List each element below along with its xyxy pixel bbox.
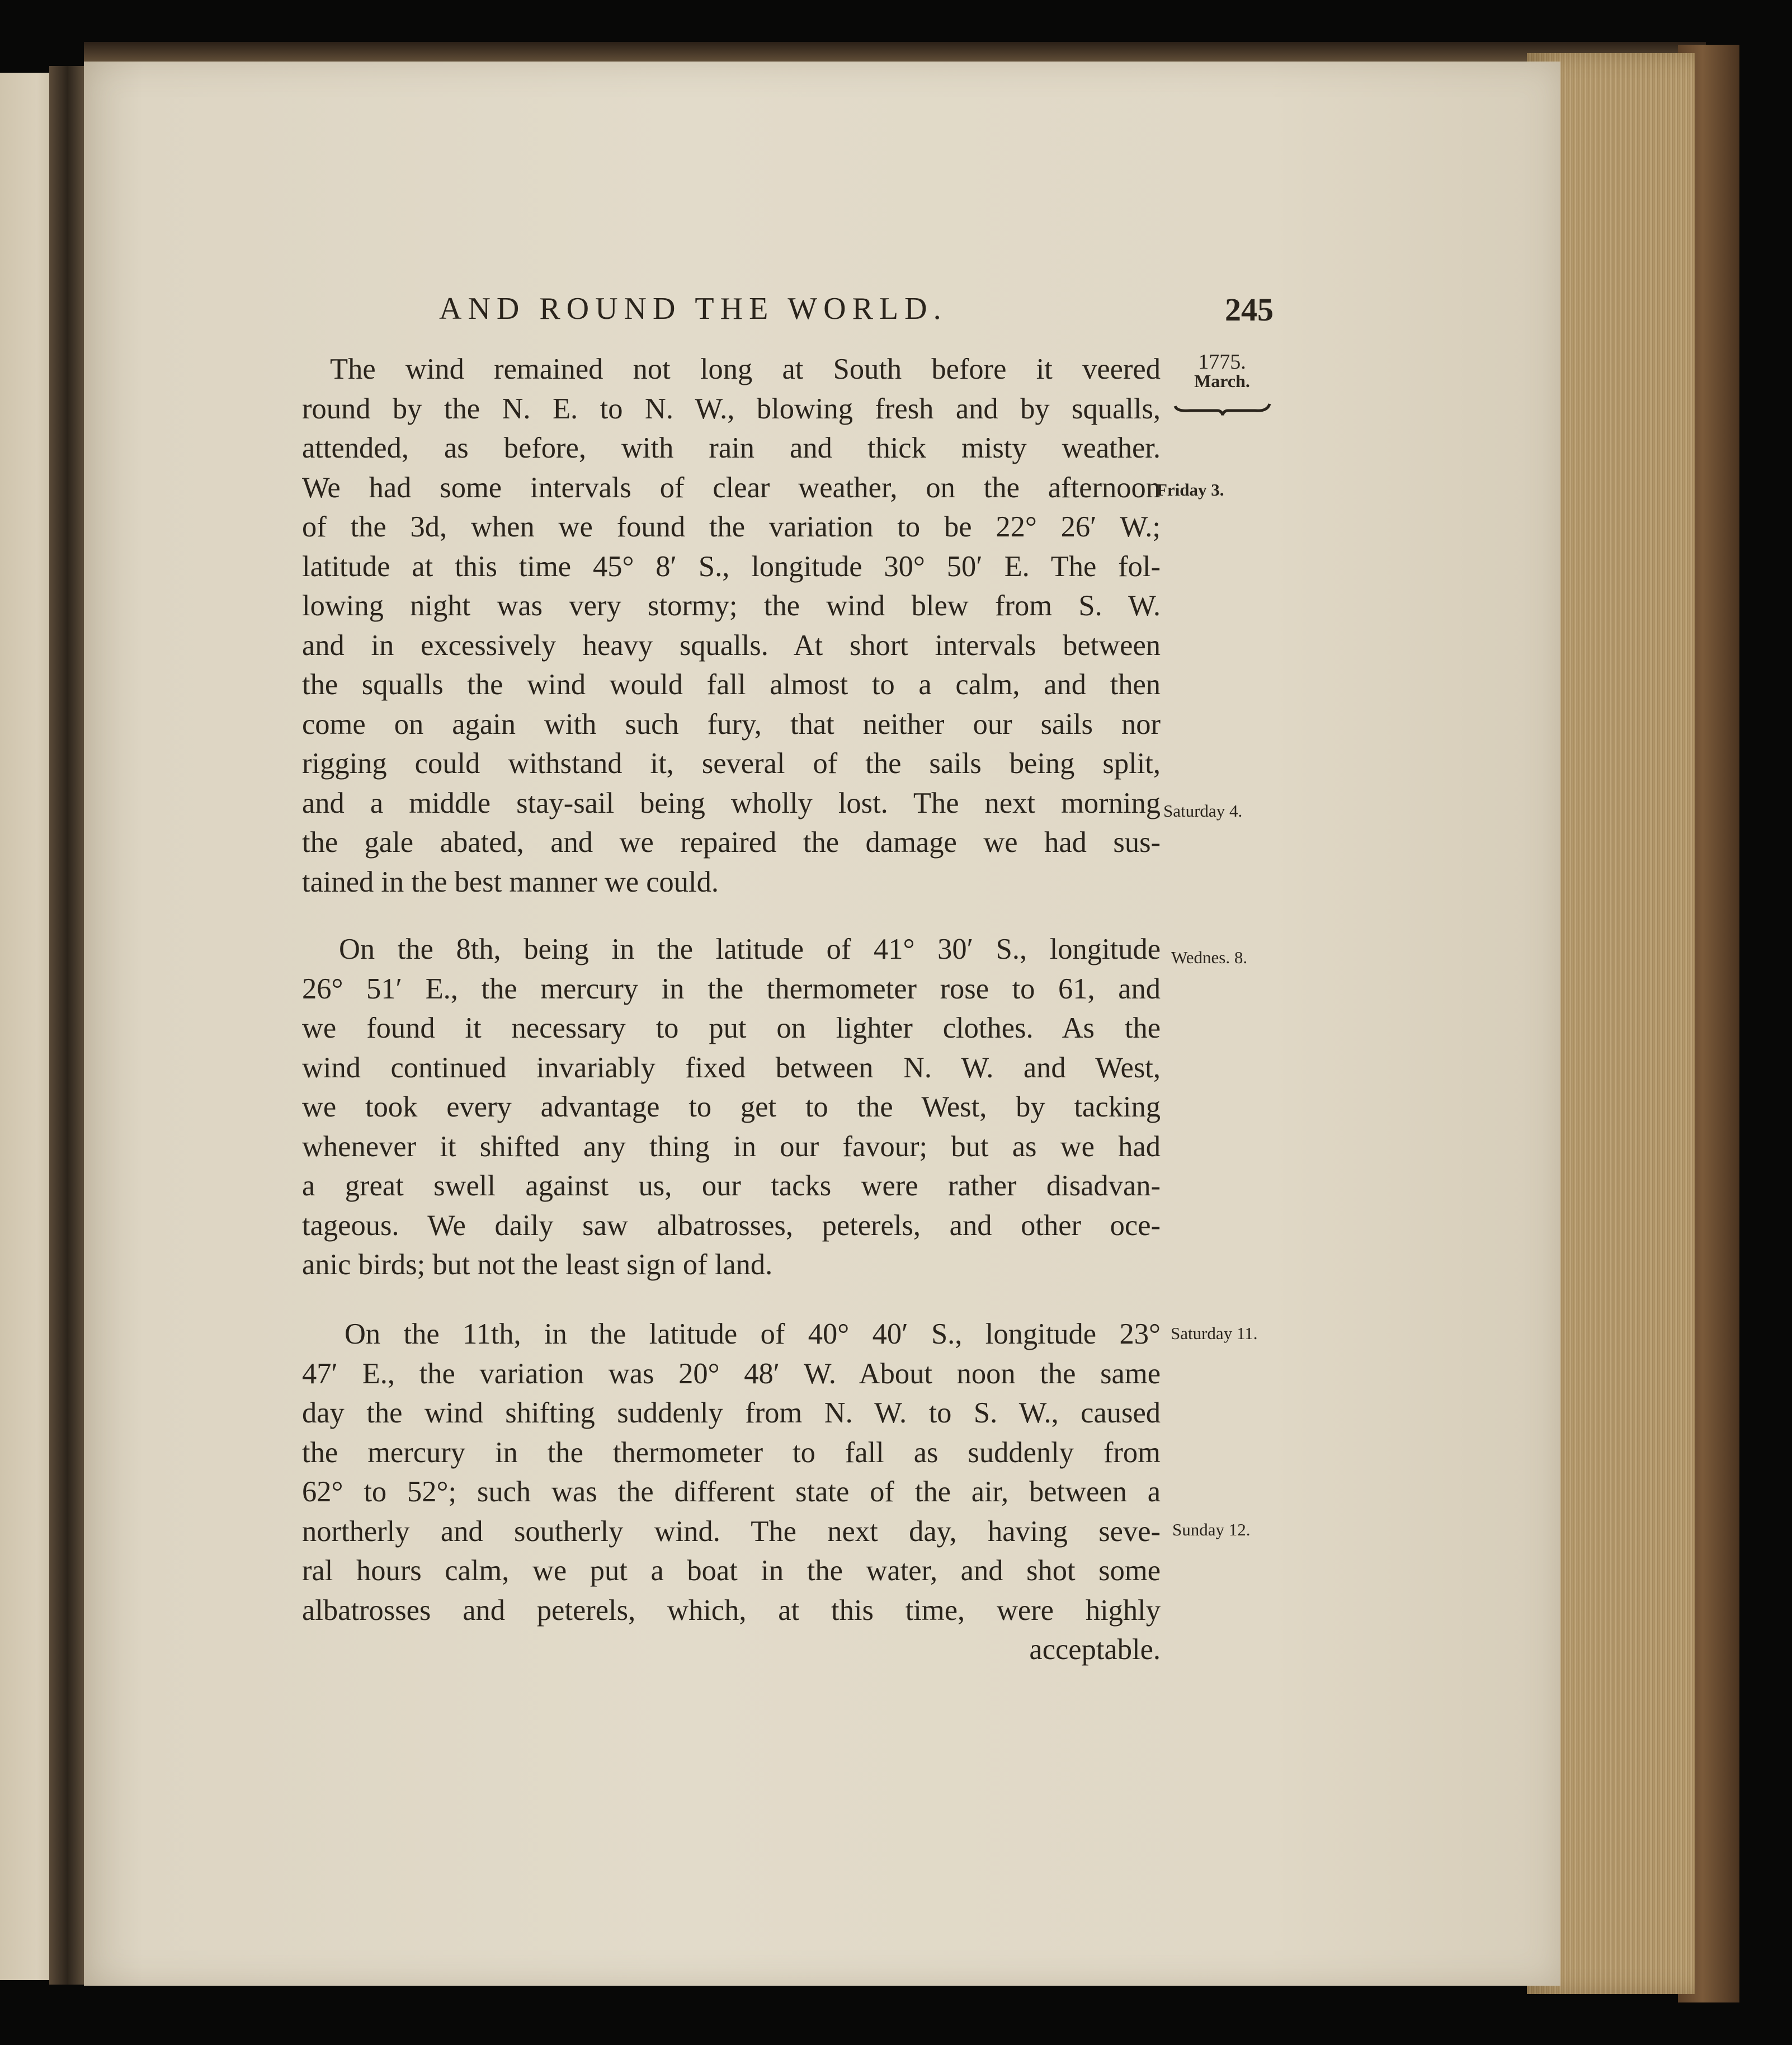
margin-note-wednesday: Wednes. 8.	[1171, 948, 1248, 967]
paragraph-2	[302, 930, 1161, 1285]
text-line: we found it necessary to put on lighter clothes. As the	[302, 1012, 1161, 1044]
text-line: and in excessively heavy squalls. At short intervals between	[302, 629, 1161, 662]
text-line: tained in the best manner we could.	[302, 865, 719, 898]
margin-year-note	[1175, 352, 1270, 390]
text-line: day the wind shifting suddenly from N. W. to S. W., caused	[302, 1397, 1161, 1429]
text-line: lowing night was very stormy; the wind blew from S. W.	[302, 590, 1161, 622]
text-line: and a middle stay-sail being wholly lost. The next morning	[302, 786, 1161, 819]
page-number: 245	[1225, 291, 1274, 328]
text-line: the mercury in the thermometer to fall as suddenly from	[302, 1436, 1161, 1469]
text-line: The wind remained not long at South before it veered	[330, 353, 1161, 385]
margin-note-saturday-4: Saturday 4.	[1163, 801, 1243, 821]
text-line: tageous. We daily saw albatrosses, peterels, and other oce-	[302, 1209, 1161, 1242]
text-line: wind continued invariably fixed between N. W. and West,	[302, 1051, 1161, 1084]
text-line: we took every advantage to get to the West, by tacking	[302, 1091, 1161, 1123]
text-line: of the 3d, when we found the variation to be 22° 26′ W.;	[302, 511, 1161, 543]
text-line: the squalls the wind would fall almost to a calm, and then	[302, 668, 1161, 701]
text-line: 47′ E., the variation was 20° 48′ W. About noon the same	[302, 1357, 1161, 1390]
text-line: the gale abated, and we repaired the damage we had sus-	[302, 826, 1161, 859]
margin-note-sunday: Sunday 12.	[1172, 1520, 1251, 1539]
margin-year: 1775.	[1198, 350, 1246, 374]
text-line: On the 8th, being in the latitude of 41° 30′ S., longitude	[339, 933, 1161, 965]
text-line: come on again with such fury, that neither our sails nor	[302, 708, 1161, 741]
text-line: On the 11th, in the latitude of 40° 40′ S., longitude 23°	[345, 1318, 1161, 1350]
text-line: 26° 51′ E., the mercury in the thermometer rose to 61, and	[302, 972, 1161, 1005]
running-title: AND ROUND THE WORLD.	[439, 291, 947, 326]
text-line: attended, as before, with rain and thick misty weather.	[302, 432, 1161, 464]
text-line: anic birds; but not the least sign of land.	[302, 1248, 773, 1281]
text-line: northerly and southerly wind. The next day, having seve-	[302, 1515, 1161, 1548]
paragraph-1	[302, 350, 1161, 902]
brace-icon	[1173, 402, 1271, 416]
text-line: latitude at this time 45° 8′ S., longitude 30° 50′ E. The fol-	[302, 550, 1161, 583]
text-line: We had some intervals of clear weather, on the afternoon	[302, 471, 1161, 504]
text-line: ral hours calm, we put a boat in the water, and shot some	[302, 1554, 1161, 1587]
catchword: acceptable.	[1029, 1633, 1161, 1666]
text-line: whenever it shifted any thing in our favour; but as we had	[302, 1130, 1161, 1163]
text-line: round by the N. E. to N. W., blowing fresh and by squalls,	[302, 392, 1161, 425]
paragraph-3	[302, 1314, 1161, 1670]
text-line: albatrosses and peterels, which, at this time, were highly	[302, 1594, 1161, 1627]
margin-month: March.	[1194, 371, 1250, 391]
text-line: rigging could withstand it, several of the sails being split,	[302, 747, 1161, 780]
margin-note-friday: Friday 3.	[1157, 480, 1224, 500]
text-line: 62° to 52°; such was the different state of the air, between a	[302, 1476, 1161, 1508]
text-line: a great swell against us, our tacks were rather disadvan-	[302, 1170, 1161, 1202]
margin-note-saturday-11: Saturday 11.	[1171, 1323, 1258, 1343]
